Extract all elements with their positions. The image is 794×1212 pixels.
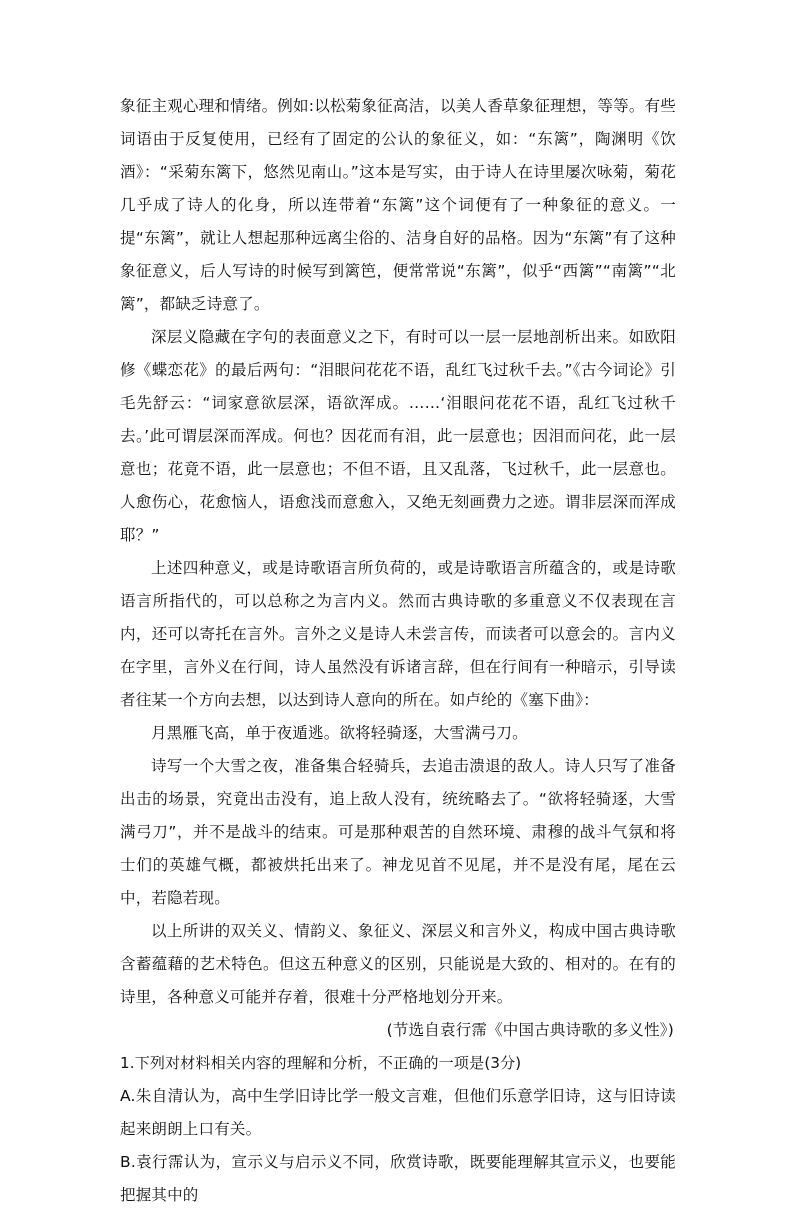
paragraph-summary: 以上所讲的双关义、情韵义、象征义、深层义和言外义，构成中国古典诗歌含蓄蕴藉的艺术特色。但这五种意义的区别，只能说是大致的、相对的。在有的诗里，各种意义可能并存着，很难十分严格地划分开来。 xyxy=(120,922,676,1006)
paragraph-deep-meaning: 深层义隐藏在字句的表面意义之下，有时可以一层一层地剖析出来。如欧阳修《蝶恋花》的最后两句：“泪眼问花花不语，乱红飞过秋千去。”《古今词论》引毛先舒云：“词家意欲层深，语欲浑成。……‘泪眼问花花不语，乱红飞过秋千去。’此可谓层深而浑成。何也？因花而有泪，此一层意也；因泪而问花，此一层意也；花竟不语，此一层意也；不但不语，且又乱落，飞过秋千，此一层意也。人愈伤心，花愈恼人，语愈浅而意愈入，又绝无刻画费力之迹。谓非层深而浑成耶？” xyxy=(120,328,676,544)
question-title: 1.下列对材料相关内容的理解和分析，不正确的一项是(3分) xyxy=(120,1054,522,1072)
article-body xyxy=(120,90,676,1212)
option-b: B.袁行霈认为，宣示义与启示义不同，欣赏诗歌，既要能理解其宣示义，也要能把握其中的 xyxy=(120,1153,676,1204)
paragraph-implied-meaning: 上述四种意义，或是诗歌语言所负荷的，或是诗歌语言所蕴含的，或是诗歌语言所指代的，可以总称之为言内义。然而古典诗歌的多重意义不仅表现在言内，还可以寄托在言外。言外之义是诗人未尝言传，而读者可以意会的。言内义在字里，言外义在行间，诗人虽然没有诉诸言辞，但在行间有一种暗示，引导读者往某一个方向去想，以达到诗人意向的所在。如卢纶的《塞下曲》： xyxy=(120,559,676,709)
source-citation: (节选自袁行霈《中国古典诗歌的多义性》) xyxy=(386,1021,674,1039)
poem-line: 月黑雁飞高，单于夜遁逃。欲将轻骑逐，大雪满弓刀。 xyxy=(151,724,528,742)
paragraph-symbolic-meaning: 象征主观心理和情绪。例如:以松菊象征高洁，以美人香草象征理想，等等。有些词语由于反复使用，已经有了固定的公认的象征义，如：“东篱”，陶渊明《饮酒》：“采菊东篱下，悠然见南山。”这本是写实，由于诗人在诗里屡次咏菊，菊花几乎成了诗人的化身，所以连带着“东篱”这个词便有了一种象征的意义。一提“东篱”，就让人想起那种远离尘俗的、洁身自好的品格。因为“东篱”有了这种象征意义，后人写诗的时候写到篱笆，便常常说“东篱”，似乎“西篱”“南篱”“北篱”，都缺乏诗意了。 xyxy=(120,97,676,313)
paragraph-poem-analysis: 诗写一个大雪之夜，准备集合轻骑兵，去追击溃退的敌人。诗人只写了准备出击的场景，究竟出击没有，追上敌人没有，统统略去了。“欲将轻骑逐，大雪满弓刀”，并不是战斗的结束。可是那种艰苦的自然环境、肃穆的战斗气氛和将士们的英雄气概，都被烘托出来了。神龙见首不见尾，并不是没有尾，尾在云中，若隐若现。 xyxy=(120,757,676,907)
option-a: A.朱自清认为，高中生学旧诗比学一般文言难，但他们乐意学旧诗，这与旧诗读起来朗朗上口有关。 xyxy=(120,1087,676,1138)
